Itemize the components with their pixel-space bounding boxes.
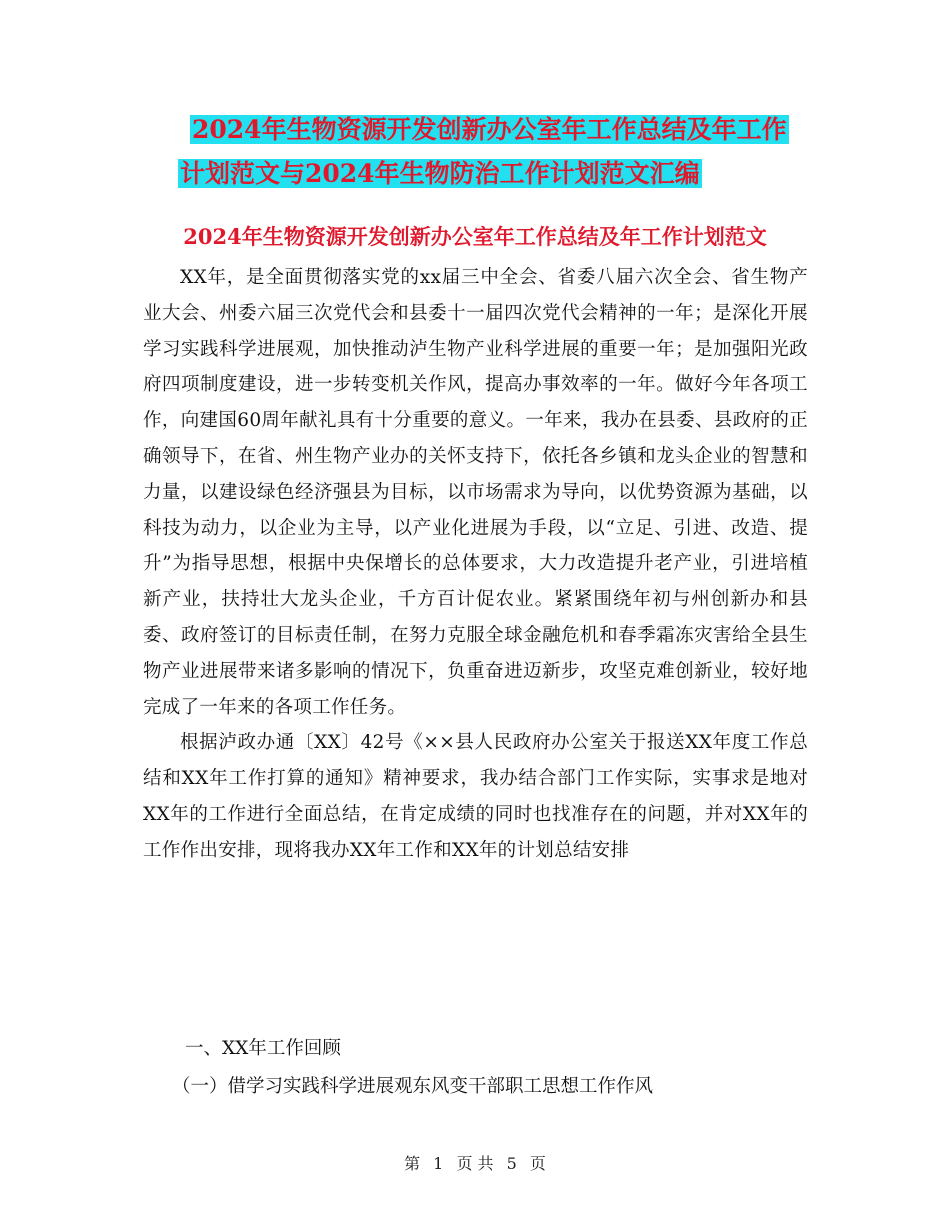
footer-suffix: 页 [529,1154,546,1173]
footer-mid: 页 共 [456,1154,494,1173]
footer-page-total: 5 [506,1154,517,1173]
section-title: 2024年生物资源开发创新办公室年工作总结及年工作计划范文 [183,224,767,249]
paragraph-2: 根据泸政办通〔XX〕42号《××县人民政府办公室关于报送XX年度工作总结和XX年工作打算的通知》精神要求，我办结合部门工作实际，实事求是地对XX年的工作进行全面总结，在肯定成绩的同时也找准存在的问题，并对XX年的工作作出安排，现将我办XX年工作和XX年的计划总结安排 [143,732,808,861]
title-line-2: 计划范文与2024年生物防治工作计划范文汇编 [180,159,700,188]
page-footer [0,1152,950,1176]
document-title [0,108,950,196]
footer-prefix: 第 [404,1154,421,1173]
paragraph-1: XX年，是全面贯彻落实党的xx届三中全会、省委八届六次全会、省生物产业大会、州委六届三次党代会和县委十一届四次党代会精神的一年；是深化开展学习实践科学进展观，加快推动泸生物产业科学进展的重要一年；是加强阳光政府四项制度建设，进一步转变机关作风，提高办事效率的一年。做好今年各项工作，向建国60周年献礼具有十分重要的意义。一年来，我办在县委、县政府的正确领导下，在省、州生物产业办的关怀支持下，依托各乡镇和龙头企业的智慧和力量，以建设绿色经济强县为目标，以市场需求为导向，以优势资源为基础，以科技为动力，以企业为主导，以产业化进展为手段，以“立足、引进、改造、提升”为指导思想，根据中央保增长的总体要求，大力改造提升老产业，引进培植新产业，扶持壮大龙头企业，千方百计促农业。紧紧围绕年初与州创新办和县委、政府签订的目标责任制，在努力克服全球金融危机和春季霜冻灾害给全县生物产业进展带来诸多影响的情况下，负重奋进迈新步，攻坚克难创新业，较好地完成了一年来的各项工作任务。 [143,267,808,718]
title-line-1: 2024年生物资源开发创新办公室年工作总结及年工作 [192,115,787,144]
body-text [143,260,808,869]
subheading-1: （一）借学习实践科学进展观东风变干部职工思想工作作风 [172,1076,654,1097]
heading-work-review: 一、XX年工作回顾 [185,1038,341,1059]
footer-page-number: 1 [433,1154,444,1173]
